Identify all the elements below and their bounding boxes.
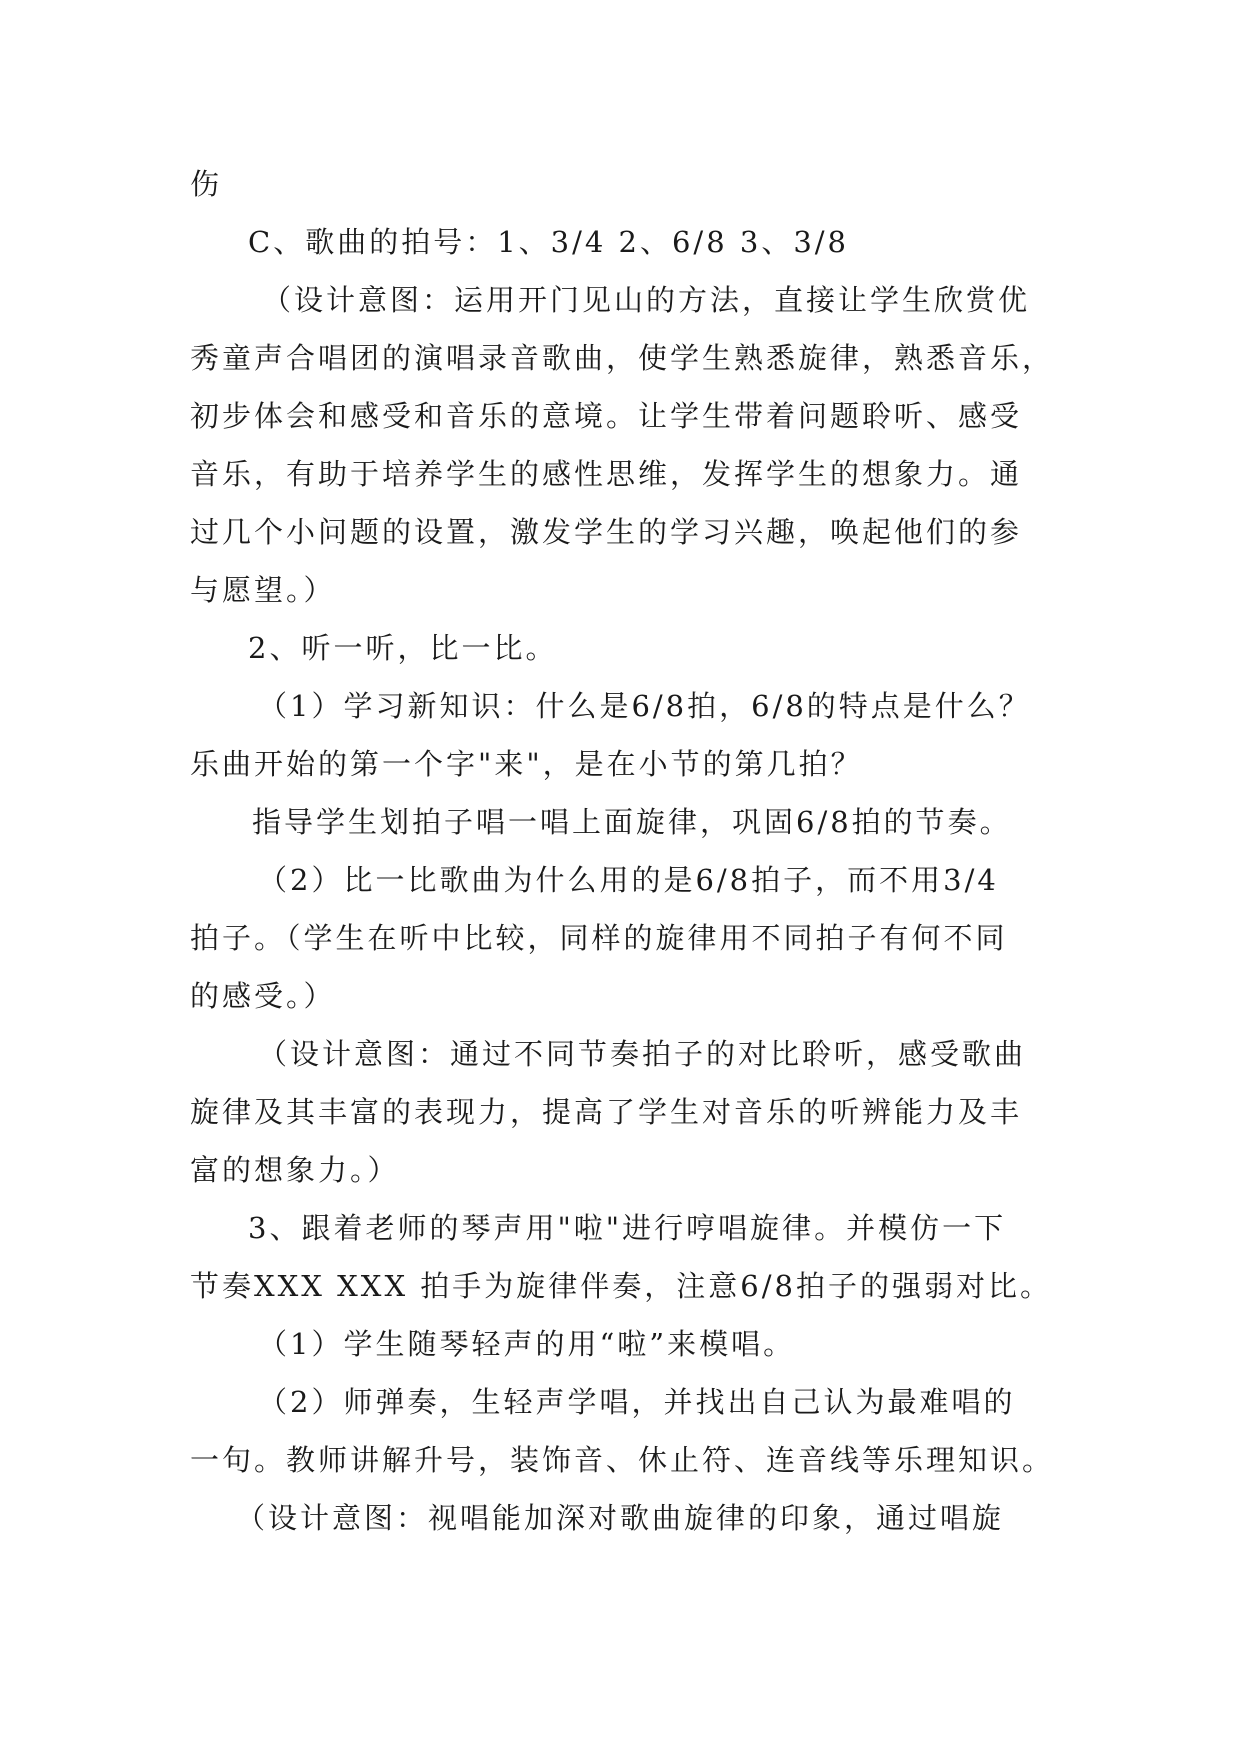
text-line: 的感受。） — [190, 979, 336, 1013]
text-line: 富的想象力。） — [190, 1153, 400, 1187]
text-line: （设计意图：视唱能加深对歌曲旋律的印象，通过唱旋 — [236, 1501, 1005, 1535]
text-line: 乐曲开始的第一个字"来"，是在小节的第几拍？ — [190, 747, 863, 781]
text-line: 2、听一听，比一比。 — [248, 631, 558, 665]
document-body — [190, 155, 1060, 1547]
text-line: 指导学生划拍子唱一唱上面旋律，巩固6/8拍的节奏。 — [252, 805, 1012, 839]
text-line: 过几个小问题的设置，激发学生的学习兴趣，唤起他们的参 — [190, 515, 1023, 549]
text-line: 音乐，有助于培养学生的感性思维，发挥学生的想象力。通 — [190, 457, 1023, 491]
text-line: 与愿望。） — [190, 573, 336, 607]
text-line: C、歌曲的拍号：1、3/4 2、6/8 3、3/8 — [248, 225, 849, 259]
text-line: 一句。教师讲解升号，装饰音、休止符、连音线等乐理知识。 — [190, 1443, 1055, 1477]
text-line: 节奏XXX XXX 拍手为旋律伴奏，注意6/8拍子的强弱对比。 — [190, 1269, 1052, 1303]
text-line: （1）学习新知识：什么是6/8拍，6/8的特点是什么？ — [258, 689, 1031, 723]
text-line: （设计意图：运用开门见山的方法，直接让学生欣赏优 — [262, 283, 1031, 317]
text-line: 秀童声合唱团的演唱录音歌曲，使学生熟悉旋律，熟悉音乐， — [190, 341, 1055, 375]
text-line: 伤 — [190, 167, 223, 201]
text-line: （1）学生随琴轻声的用“啦”来模唱。 — [258, 1327, 796, 1361]
text-line: 旋律及其丰富的表现力，提高了学生对音乐的听辨能力及丰 — [190, 1095, 1023, 1129]
text-line: （设计意图：通过不同节奏拍子的对比聆听，感受歌曲 — [258, 1037, 1027, 1071]
text-line: （2）师弹奏，生轻声学唱，并找出自己认为最难唱的 — [258, 1385, 1016, 1419]
text-line: 拍子。（学生在听中比较，同样的旋律用不同拍子有何不同 — [190, 921, 1008, 955]
text-line: 3、跟着老师的琴声用"啦"进行哼唱旋律。并模仿一下 — [248, 1211, 1007, 1245]
text-line: 初步体会和感受和音乐的意境。让学生带着问题聆听、感受 — [190, 399, 1023, 433]
text-line: （2）比一比歌曲为什么用的是6/8拍子，而不用3/4 — [258, 863, 999, 897]
